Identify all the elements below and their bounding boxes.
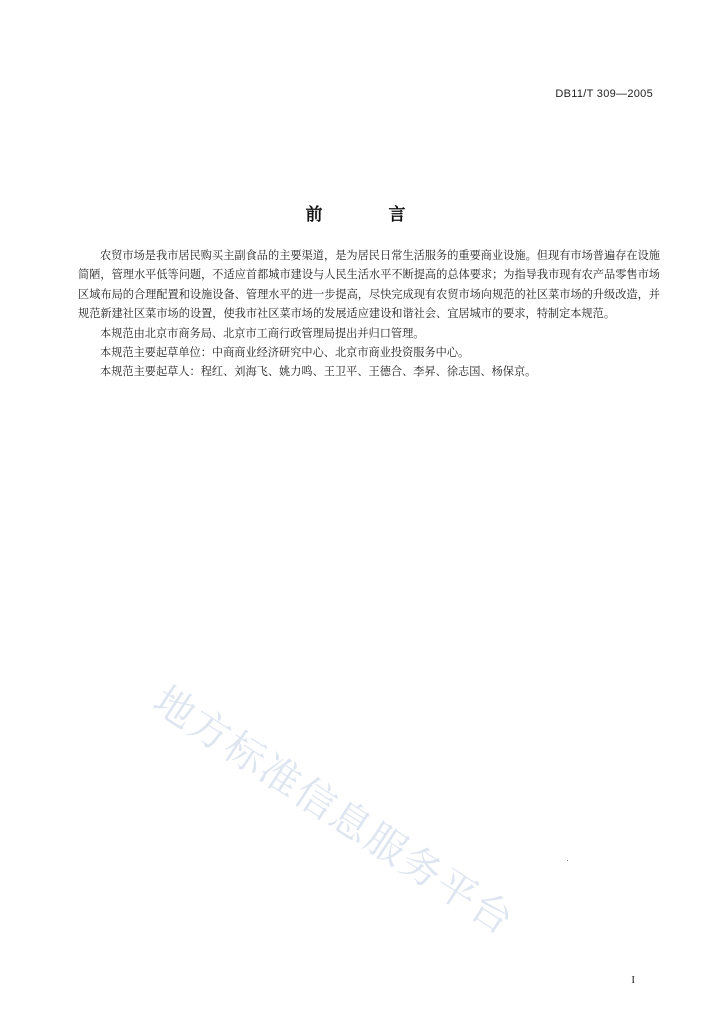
page-number: I	[631, 974, 635, 986]
foreword-body	[78, 246, 660, 382]
foreword-paragraph-2: 本规范由北京市商务局、北京市工商行政管理局提出并归口管理。	[100, 326, 425, 340]
foreword-paragraph-3: 本规范主要起草单位：中商商业经济研究中心、北京市商业投资服务中心。	[100, 346, 470, 360]
scan-speck	[567, 860, 568, 861]
foreword-paragraph-4: 本规范主要起草人：程红、刘海飞、姚力鸣、王卫平、王德合、李昇、徐志国、杨保京。	[100, 365, 537, 379]
watermark: 地方标准信息服务平台	[145, 677, 523, 945]
page-title: 前 言	[305, 205, 436, 225]
foreword-paragraph-1: 农贸市场是我市居民购买主副食品的主要渠道，是为居民日常生活服务的重要商业设施。但现有市场普遍存在设施简陋，管理水平低等问题，不适应首都城市建设与人民生活水平不断提高的总体要求；为指导我市现有农产品零售市场区域布局的合理配置和设施设备、管理水平的进一步提高，尽快完成现有农贸市场向规范的社区菜市场的升级改造，并规范新建社区菜市场的设置，使我市社区菜市场的发展适应建设和谐社会、宜居城市的要求，特制定本规范。	[78, 249, 660, 321]
document-code: DB11/T 309—2005	[555, 88, 653, 100]
